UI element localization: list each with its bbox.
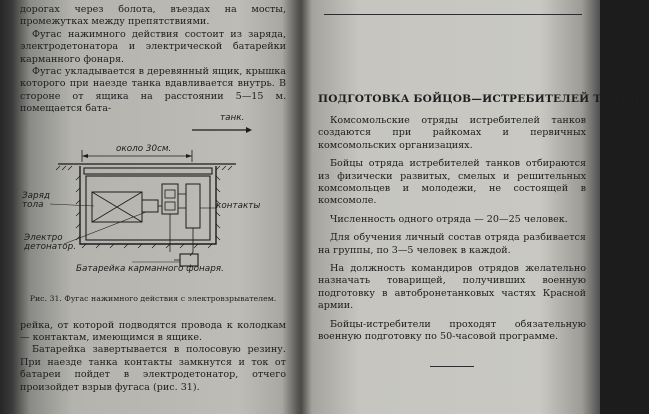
- label-charge: Заряд тола: [22, 190, 50, 211]
- section-heading: ПОДГОТОВКА БОЙЦОВ—ИСТРЕБИТЕЛЕЙ ТАНКОВ: [318, 93, 649, 105]
- figure-caption: Рис. 31. Фугас нажимного действия с электровзрывателем.: [29, 293, 277, 303]
- right-paragraph-4: Для обучения личный состав отряда разбивается на группы, по 3—5 человек в каждой.: [318, 232, 586, 256]
- label-battery: Батарейка карманного фонаря.: [76, 263, 224, 274]
- right-paragraph-5: На должность командиров отрядов желательно назначать товарищей, получивших военную подготовку в автобронетанковых частях Красной армии.: [318, 263, 586, 312]
- label-width: около 30см.: [116, 143, 172, 154]
- right-paragraph-6: Бойцы-истребители проходят обязательную военную подготовку по 50-часовой программе.: [318, 318, 586, 343]
- left-paragraph-3: Фугас укладывается в деревянный ящик, крышка которого при наезде танка вдавливается внутрь. В стороне от ящика на расстоянии 5—15 м. помещается бата-: [20, 66, 286, 115]
- label-contacts: контакты: [216, 200, 261, 211]
- left-page: [0, 0, 296, 414]
- end-rule: [430, 366, 474, 367]
- right-page: [302, 0, 649, 414]
- label-detonator: Электро детонатор.: [24, 232, 77, 253]
- left-paragraph-5: Батарейка завертывается в полосовую резину. При наезде танка контакты замкнутся и ток от батареи пойдет в электродетонатор, отчего произойдет взрыв фугаса (рис. 31).: [20, 344, 286, 393]
- top-rule: [324, 14, 582, 15]
- right-paragraph-2: Бойцы отряда истребителей танков отбираются из физически развитых, смелых и решительных комсомольцев и молодежи, не состоящей в комсомоле.: [318, 158, 586, 207]
- left-paragraph-2: Фугас нажимного действия состоит из заряда, электродетонатора и электрической батарейки карманного фонаря.: [20, 28, 286, 65]
- right-paragraph-1: Комсомольские отряды истребителей танков создаются при райкомах и первичных комсомольских организациях.: [318, 115, 586, 151]
- left-paragraph-4: рейка, от которой подводятся провода к колодкам — контактам, имеющимся в ящике.: [20, 319, 286, 344]
- left-paragraph-1: дорогах через болота, въездах на мосты, промежутках между препятствиями.: [20, 4, 286, 28]
- label-tank: танк.: [220, 112, 245, 123]
- right-paragraph-3: Численность одного отряда — 20—25 человек.: [330, 213, 568, 225]
- mine-diagram: [20, 112, 286, 292]
